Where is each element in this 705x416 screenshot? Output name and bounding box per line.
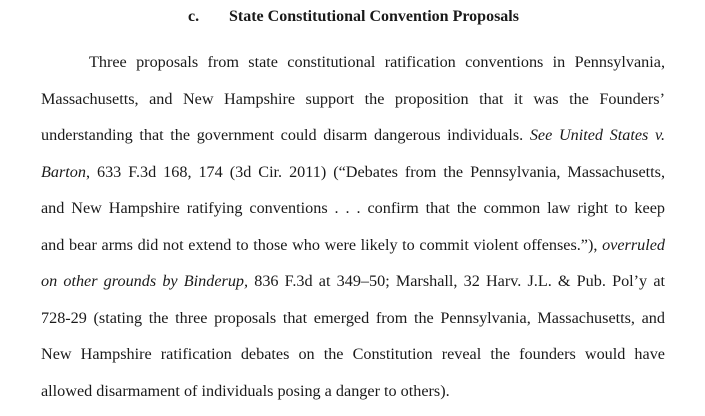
line-7-text: 836 F.3d at 349–50; Marshall, 32 Harv. J.L. & Pub. Pol’y at — [254, 272, 666, 290]
paragraph-line-2: Massachusetts, and New Hampshire support the proposition that it was the Founders’ — [41, 89, 665, 108]
line-3-text: understanding that the government could disarm dangerous individuals. — [41, 126, 524, 144]
section-title: State Constitutional Convention Proposals — [229, 8, 519, 25]
paragraph-line-8: 728-29 (stating the three proposals that emerged from the Pennsylvania, Massachusetts, and — [41, 308, 665, 327]
case-name-barton: Barton — [41, 162, 86, 181]
paragraph-line-3 — [41, 117, 665, 154]
paragraph-line-4 — [41, 154, 665, 191]
paragraph-line-7 — [41, 263, 665, 300]
line-4-text: , 633 F.3d 168, 174 (3d Cir. 2011) (“Debates from the Pennsylvania, Massachusetts, — [85, 162, 665, 181]
section-letter: c. — [188, 8, 200, 25]
paragraph-line-5: and New Hampshire ratifying conventions . . . confirm that the common law right to keep — [41, 199, 665, 217]
section-heading — [0, 8, 705, 30]
citation-binderup: on other grounds by Binderup, — [41, 272, 249, 290]
paragraph-line-6 — [41, 227, 665, 264]
line-6-text: and bear arms did not extend to those who were likely to commit violent offenses.”), — [41, 235, 598, 254]
paragraph-line-10: allowed disarmament of individuals posing a danger to others). — [41, 381, 450, 400]
body-paragraph — [41, 44, 665, 409]
citation-overruled: overruled — [602, 235, 665, 254]
paragraph-line-9: New Hampshire ratification debates on the Constitution reveal the founders would have — [41, 345, 665, 363]
case-citation-see: See United States v. — [529, 126, 665, 144]
paragraph-line-1: Three proposals from state constitutional ratification conventions in Pennsylvania, — [89, 53, 665, 71]
